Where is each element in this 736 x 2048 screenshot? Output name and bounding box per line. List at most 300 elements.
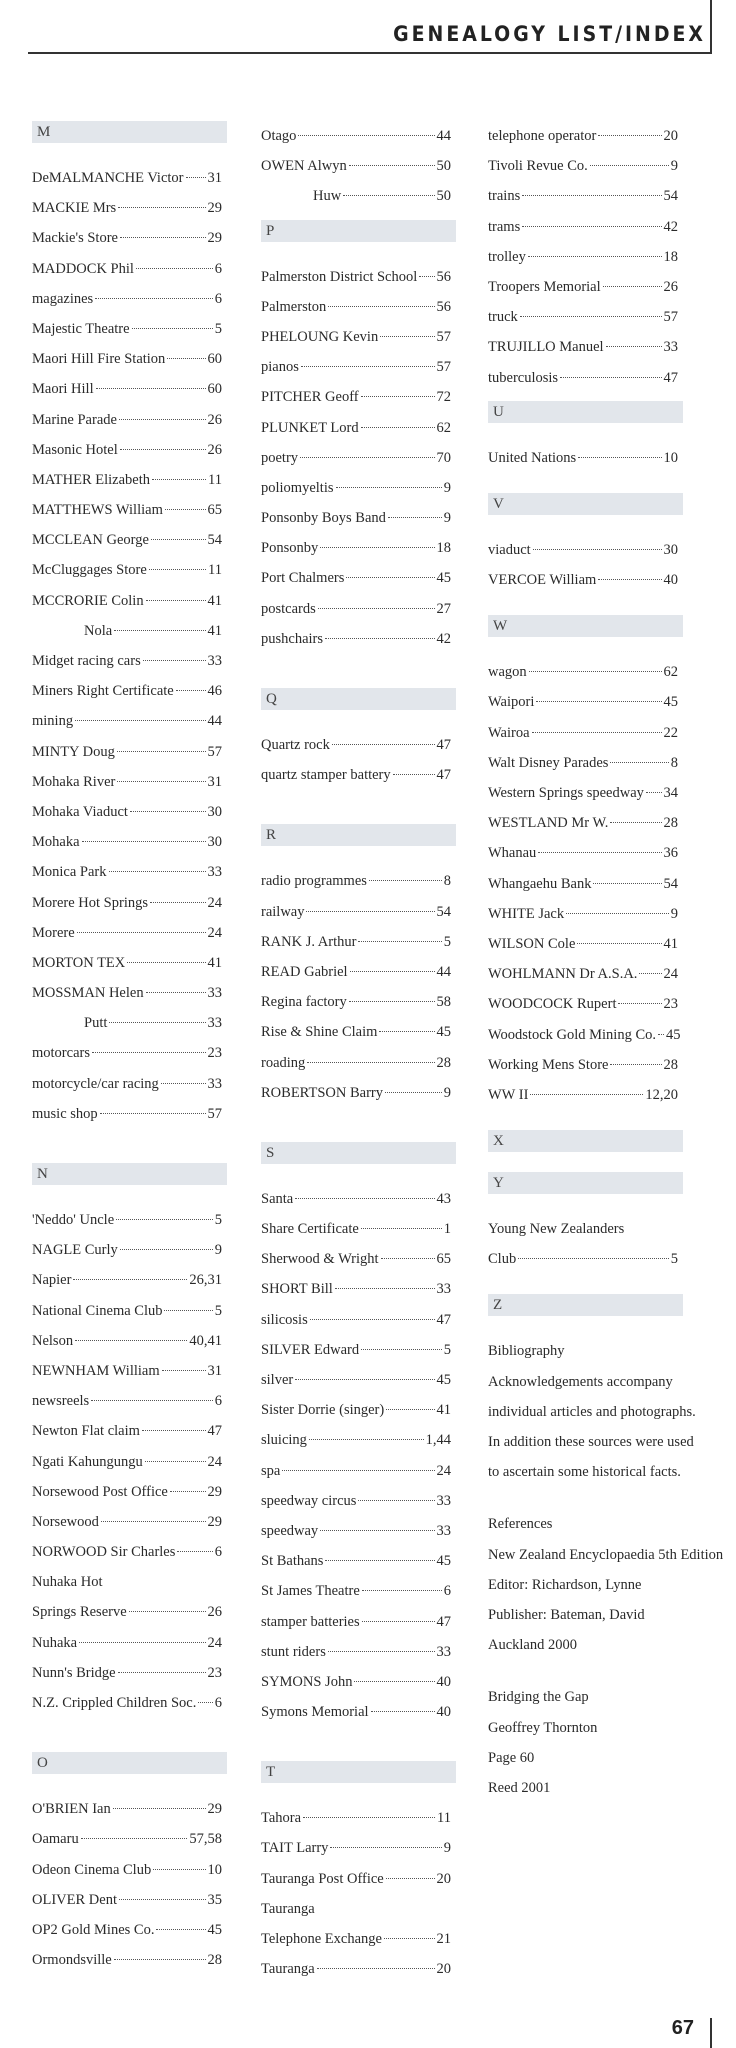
entry-list	[261, 1803, 473, 1984]
entry-page: 11	[437, 1810, 451, 1827]
reference-line: Geoffrey Thornton	[488, 1719, 598, 1736]
entry-term: speedway	[261, 1522, 319, 1539]
index-entry	[261, 866, 451, 896]
entry-page: 65	[436, 1251, 451, 1268]
entry-page: 58	[436, 994, 451, 1011]
leader-dots	[618, 1003, 661, 1004]
leader-dots	[75, 720, 205, 721]
index-entry	[261, 1864, 451, 1894]
entry-page: 8	[670, 754, 678, 771]
leader-dots	[145, 1461, 206, 1462]
entry-page: 60	[207, 351, 222, 368]
index-entry	[488, 989, 678, 1019]
leader-dots	[380, 336, 434, 337]
index-entry	[261, 760, 451, 790]
index-entry	[488, 535, 678, 565]
entry-page: 62	[663, 664, 678, 681]
page-number: 67	[671, 2017, 694, 2039]
entry-page: 28	[436, 1054, 451, 1071]
entry-page: 47	[436, 1311, 451, 1328]
leader-dots	[386, 1878, 435, 1879]
entry-term: Telephone Exchange	[261, 1931, 382, 1947]
entry-page: 26	[207, 411, 222, 428]
section-heading-t: T	[261, 1761, 456, 1783]
index-entry	[261, 1803, 451, 1833]
leader-dots	[349, 1001, 435, 1002]
index-entry	[32, 1628, 222, 1658]
entry-term: Miners Right Certificate	[32, 683, 174, 700]
entry-term: MINTY Doug	[32, 743, 115, 760]
entry-page: 40	[436, 1673, 451, 1690]
bibliography-heading: Bibliography	[488, 1343, 565, 1360]
leader-dots	[343, 195, 434, 196]
entry-page: 45	[436, 570, 451, 587]
index-entry	[261, 987, 451, 1017]
entry-term: OP2 Gold Mines Co.	[32, 1921, 155, 1938]
leader-dots	[330, 1847, 441, 1848]
entry-term: roading	[261, 1054, 306, 1071]
index-entry	[488, 1080, 678, 1110]
index-entry	[488, 808, 678, 838]
leader-dots	[328, 1651, 435, 1652]
leader-dots	[639, 973, 661, 974]
entry-page: 35	[207, 1891, 222, 1908]
entry-term: Regina factory	[261, 994, 347, 1011]
leader-dots	[358, 941, 441, 942]
entry-term: WILSON Cole	[488, 935, 576, 952]
entry-term: speedway circus	[261, 1492, 357, 1509]
entry-term: Wairoa	[488, 724, 530, 741]
index-entry	[488, 657, 678, 687]
entry-term: silver	[261, 1372, 294, 1388]
section-m	[32, 121, 244, 1129]
entry-page: 31	[207, 170, 222, 186]
entry-page: 45	[663, 694, 678, 711]
entry-term: Symons Memorial	[261, 1704, 369, 1721]
index-entry	[261, 121, 451, 151]
leader-dots	[371, 1711, 435, 1712]
entry-term: Marine Parade	[32, 411, 117, 428]
header-rule	[28, 52, 712, 54]
index-entry	[32, 1296, 222, 1326]
leader-dots	[335, 1288, 435, 1289]
leader-dots	[361, 1349, 442, 1350]
entry-term: MCCRORIE Colin	[32, 592, 144, 609]
leader-dots	[536, 701, 661, 702]
entry-term: OLIVER Dent	[32, 1891, 117, 1908]
index-entry	[261, 563, 451, 593]
index-entry	[32, 1537, 222, 1567]
entry-page: 26,31	[189, 1272, 222, 1289]
leader-dots	[117, 751, 206, 752]
section-heading-y: Y	[488, 1172, 683, 1194]
entry-page: 41	[663, 935, 678, 952]
entry-term: Nelson	[32, 1332, 74, 1349]
entry-term: PHELOUNG Kevin	[261, 328, 379, 345]
entry-term: PITCHER Geoff	[261, 389, 359, 406]
leader-dots	[566, 913, 669, 914]
index-entry	[32, 1855, 222, 1885]
leader-dots	[156, 1929, 205, 1930]
entry-page: 21	[436, 1931, 451, 1947]
entry-term: Huw	[313, 188, 342, 205]
index-entry	[261, 1456, 451, 1486]
entry-page: 5	[214, 1302, 222, 1319]
entry-page: 40	[436, 1704, 451, 1721]
entry-term: National Cinema Club	[32, 1302, 163, 1319]
entry-page: 40,41	[189, 1332, 222, 1349]
leader-dots	[109, 871, 206, 872]
entry-page: 45	[436, 1024, 451, 1041]
entry-term: spa	[261, 1462, 281, 1479]
index-entry	[32, 405, 222, 435]
entry-page: 23	[207, 1664, 222, 1681]
entry-term: United Nations	[488, 449, 577, 466]
entry-page: 1	[443, 1221, 451, 1238]
index-entry	[32, 163, 222, 193]
section-heading-m: M	[32, 121, 227, 143]
entry-term: WOHLMANN Dr A.S.A.	[488, 966, 638, 983]
entry-page: 62	[436, 419, 451, 436]
section-t-continued	[488, 121, 700, 393]
entry-term: Morere	[32, 924, 75, 941]
leader-dots	[598, 135, 661, 136]
entry-page: 22	[663, 724, 678, 741]
entry-page: 26	[207, 441, 222, 458]
index-entry	[261, 1305, 451, 1335]
entry-term: Palmerston District School	[261, 268, 418, 285]
index-entry	[261, 1637, 451, 1667]
leader-dots	[146, 600, 206, 601]
entry-page: 10	[207, 1861, 222, 1878]
entry-term: WOODCOCK Rupert	[488, 996, 617, 1013]
index-entry	[32, 1477, 222, 1507]
index-entry	[261, 1335, 451, 1365]
entry-term: NORWOOD Sir Charles	[32, 1544, 176, 1561]
index-entry	[488, 363, 678, 393]
entry-term: MOSSMAN Helen	[32, 985, 144, 1002]
entry-term: McCluggages Store	[32, 562, 147, 579]
leader-dots	[522, 195, 661, 196]
entry-list	[488, 657, 700, 1110]
index-entry	[488, 687, 678, 717]
entry-page: 24	[207, 1453, 222, 1470]
entry-page: 20	[436, 1961, 451, 1978]
entry-page: 42	[663, 218, 678, 235]
entry-term: Woodstock Gold Mining Co.	[488, 1026, 657, 1043]
entry-term: radio programmes	[261, 873, 367, 890]
index-entry	[261, 1078, 451, 1108]
section-v	[488, 493, 700, 595]
entry-term: Majestic Theatre	[32, 320, 130, 337]
index-entry	[488, 1050, 678, 1080]
entry-page: 24	[207, 1634, 222, 1651]
index-entry	[488, 778, 678, 808]
index-entry	[32, 978, 222, 1008]
index-entry	[261, 1244, 451, 1274]
index-entry	[261, 1954, 451, 1984]
section-q	[261, 688, 473, 790]
entry-list	[32, 1205, 244, 1718]
leader-dots	[354, 1681, 434, 1682]
entry-term: Nuhaka Hot	[32, 1574, 103, 1591]
leader-dots	[295, 1379, 434, 1380]
index-entry	[261, 382, 451, 412]
entry-page: 26	[663, 278, 678, 295]
index-entry	[261, 730, 451, 760]
index-entry	[32, 1356, 222, 1386]
entry-term: PLUNKET Lord	[261, 419, 359, 436]
entry-page: 33	[207, 1015, 222, 1032]
index-entry	[261, 503, 451, 533]
leader-dots	[101, 1521, 206, 1522]
index-entry	[32, 857, 222, 887]
entry-term: Mohaka	[32, 834, 80, 851]
leader-dots	[117, 781, 205, 782]
entry-term: viaduct	[488, 541, 531, 558]
leader-dots	[153, 1869, 205, 1870]
entry-term: Monica Park	[32, 864, 107, 881]
leader-dots	[167, 358, 205, 359]
entry-term: magazines	[32, 290, 94, 307]
index-entry	[32, 1507, 222, 1537]
entry-page: 5	[443, 933, 451, 950]
entry-term: Club	[488, 1251, 517, 1268]
index-entry	[261, 927, 451, 957]
index-entry	[261, 533, 451, 563]
section-heading-z: Z	[488, 1294, 683, 1316]
section-s	[261, 1142, 473, 1727]
leader-dots	[379, 1031, 434, 1032]
entry-term: Working Mens Store	[488, 1056, 609, 1073]
leader-dots	[176, 690, 206, 691]
entry-term: Port Chalmers	[261, 570, 345, 587]
leader-dots	[320, 547, 434, 548]
leader-dots	[92, 1052, 206, 1053]
entry-page: 26	[207, 1604, 222, 1621]
entry-term: MACKIE Mrs	[32, 200, 117, 217]
index-entry	[32, 797, 222, 827]
entry-term: Tivoli Revue Co.	[488, 158, 588, 175]
index-entry	[488, 869, 678, 899]
index-entry	[32, 948, 222, 978]
entry-list	[32, 163, 244, 1129]
index-entry	[488, 121, 678, 151]
entry-page: 9	[443, 510, 451, 527]
entry-page: 10	[663, 449, 678, 466]
entry-page: 29	[207, 230, 222, 247]
entry-term: pianos	[261, 359, 299, 376]
section-o-continued	[261, 121, 473, 212]
entry-term: wagon	[488, 664, 527, 681]
entry-term: Sister Dorrie (singer)	[261, 1402, 385, 1419]
index-entry	[32, 1265, 222, 1295]
section-heading-s: S	[261, 1142, 456, 1164]
section-n	[32, 1163, 244, 1718]
entry-term: Share Certificate	[261, 1221, 359, 1238]
entry-page: 20	[663, 128, 678, 144]
index-entry	[261, 443, 451, 473]
entry-term: SILVER Edward	[261, 1341, 360, 1358]
entry-page: 44	[436, 963, 451, 980]
entry-term: WESTLAND Mr W.	[488, 815, 609, 832]
index-entry	[32, 344, 222, 374]
index-entry	[32, 1038, 222, 1068]
index-entry	[261, 151, 451, 181]
entry-page: 45	[666, 1026, 681, 1043]
index-entry	[488, 181, 678, 211]
entry-term: Maori Hill	[32, 381, 94, 398]
leader-dots	[369, 880, 442, 881]
entry-term: SHORT Bill	[261, 1281, 333, 1298]
entry-term: trolley	[488, 248, 526, 265]
entry-term: OWEN Alwyn	[261, 158, 347, 175]
entry-page: 24	[207, 894, 222, 911]
leader-dots	[320, 1530, 434, 1531]
index-entry	[261, 1924, 451, 1954]
index-entry	[32, 706, 222, 736]
entry-term: Nunn's Bridge	[32, 1664, 116, 1681]
entry-list	[488, 1214, 700, 1274]
leader-dots	[116, 1219, 213, 1220]
entry-term: ROBERTSON Barry	[261, 1084, 383, 1101]
leader-dots	[198, 1702, 212, 1703]
section-w	[488, 615, 700, 1110]
index-entry	[32, 586, 222, 616]
entry-page: 9	[214, 1242, 222, 1259]
leader-dots	[532, 732, 662, 733]
leader-dots	[81, 1838, 188, 1839]
entry-page: 31	[207, 773, 222, 790]
index-entry	[32, 676, 222, 706]
leader-dots	[149, 569, 206, 570]
leader-dots	[152, 479, 206, 480]
entry-term: Mackie's Store	[32, 230, 118, 247]
entry-term: O'BRIEN Ian	[32, 1801, 111, 1818]
entry-term: TRUJILLO Manuel	[488, 339, 604, 356]
entry-page: 41	[207, 592, 222, 609]
entry-page: 30	[207, 834, 222, 851]
section-y	[488, 1172, 700, 1274]
entry-page: 9	[670, 158, 678, 175]
entry-term: Maori Hill Fire Station	[32, 351, 166, 368]
entry-page: 5	[670, 1251, 678, 1268]
leader-dots	[318, 608, 435, 609]
index-entry	[32, 1567, 222, 1597]
index-entry	[488, 242, 678, 272]
leader-dots	[520, 316, 662, 317]
entry-term: READ Gabriel	[261, 963, 348, 980]
entry-page: 23	[207, 1045, 222, 1062]
entry-term: postcards	[261, 600, 316, 617]
leader-dots	[120, 237, 206, 238]
leader-dots	[109, 1022, 205, 1023]
entry-term: Nuhaka	[32, 1634, 78, 1651]
bibliography-text: Acknowledgements accompany individual articles and photographs. In addition these sources were used to ascertain some historical facts.	[488, 1373, 696, 1481]
entry-page: 33	[436, 1522, 451, 1539]
index-entry	[488, 1244, 678, 1274]
index-entry	[32, 918, 222, 948]
entry-term: poliomyeltis	[261, 479, 334, 496]
index-entry	[32, 1416, 222, 1446]
index-entry	[32, 223, 222, 253]
leader-dots	[419, 276, 434, 277]
entry-term: Santa	[261, 1190, 294, 1207]
entry-term: stunt riders	[261, 1643, 326, 1660]
entry-page: 23	[663, 996, 678, 1013]
leader-dots	[325, 638, 434, 639]
section-heading-w: W	[488, 615, 683, 637]
leader-dots	[361, 1228, 442, 1229]
index-entry	[32, 1008, 222, 1038]
entry-term: Ponsonby Boys Band	[261, 510, 386, 527]
reference-line: Publisher: Bateman, David	[488, 1607, 645, 1623]
entry-page: 12,20	[645, 1086, 678, 1103]
index-entry	[32, 737, 222, 767]
index-entry	[261, 1697, 451, 1727]
leader-dots	[309, 1439, 424, 1440]
leader-dots	[150, 902, 206, 903]
leader-dots	[385, 1092, 442, 1093]
index-entry	[32, 254, 222, 284]
leader-dots	[362, 1590, 442, 1591]
index-entry	[488, 929, 678, 959]
index-entry	[32, 827, 222, 857]
index-entry	[261, 322, 451, 352]
index-entry	[32, 495, 222, 525]
leader-dots	[603, 286, 662, 287]
entry-list	[261, 121, 473, 212]
entry-page: 18	[663, 248, 678, 265]
entry-term: Tauranga	[261, 1900, 315, 1917]
leader-dots	[120, 1249, 213, 1250]
section-p	[261, 220, 473, 654]
index-entry	[32, 435, 222, 465]
entry-term: Troopers Memorial	[488, 278, 601, 295]
entry-term: 'Neddo' Uncle	[32, 1212, 115, 1228]
index-entry	[32, 1235, 222, 1265]
entry-term: Palmerston	[261, 298, 327, 315]
entry-page: 29	[207, 200, 222, 217]
leader-dots	[186, 177, 206, 178]
index-entry	[261, 1017, 451, 1047]
entry-page: 56	[436, 298, 451, 315]
index-entry	[261, 624, 451, 654]
entry-term: Ngati Kahungungu	[32, 1453, 143, 1470]
entry-page: 41	[436, 1402, 451, 1419]
leader-dots	[129, 1611, 206, 1612]
leader-dots	[73, 1279, 187, 1280]
reference-line: Auckland 2000	[488, 1637, 577, 1654]
index-entry	[261, 473, 451, 503]
entry-term: Otago	[261, 128, 297, 144]
index-entry	[488, 838, 678, 868]
index-entry	[32, 1915, 222, 1945]
index-entry	[32, 1885, 222, 1915]
index-entry	[488, 443, 678, 473]
leader-dots	[578, 457, 661, 458]
entry-page: 24	[207, 924, 222, 941]
entry-term: Nola	[84, 622, 113, 639]
entry-page: 1,44	[425, 1432, 451, 1449]
index-entry	[261, 292, 451, 322]
page-tick	[710, 2018, 712, 2048]
index-entry	[32, 767, 222, 797]
leader-dots	[598, 579, 661, 580]
entry-page: 44	[207, 713, 222, 730]
reference-line: Editor: Richardson, Lynne	[488, 1576, 642, 1593]
entry-term: St Bathans	[261, 1553, 324, 1570]
